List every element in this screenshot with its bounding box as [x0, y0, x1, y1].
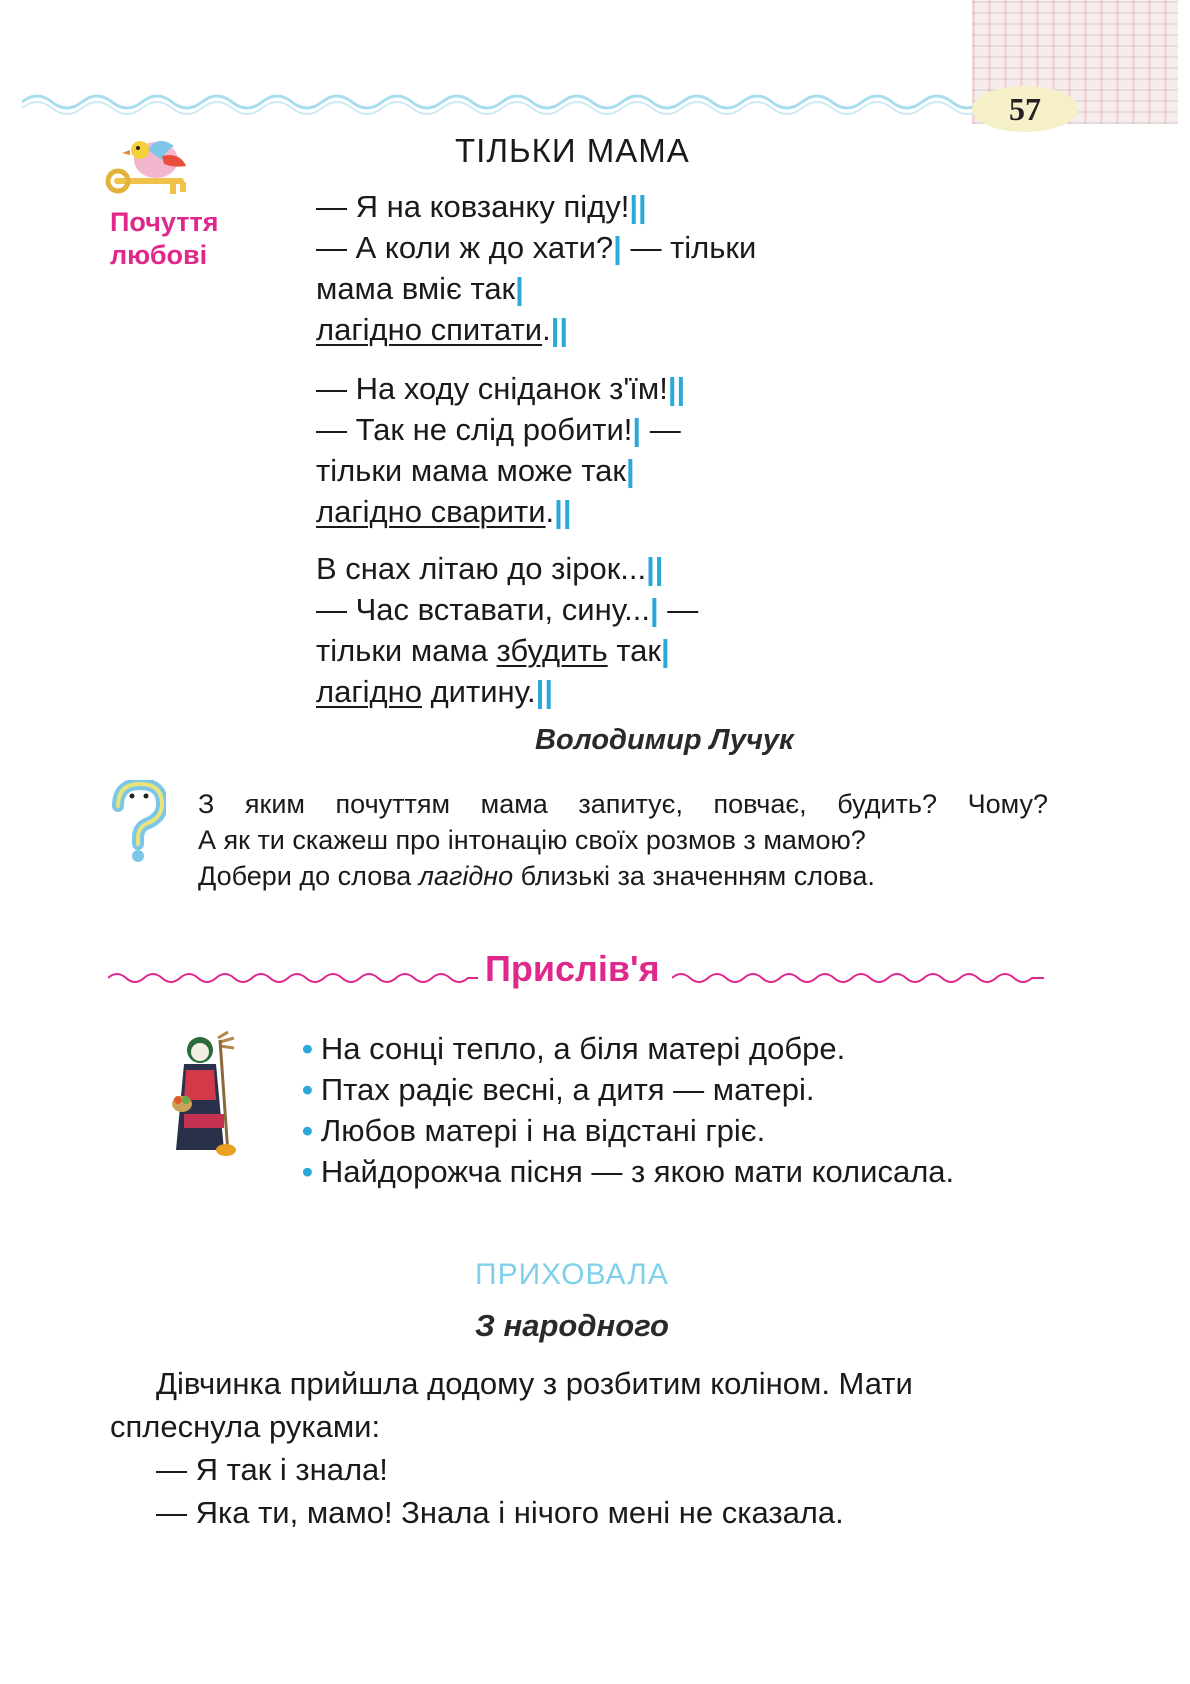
- poem-text-underlined: збудить: [496, 633, 608, 668]
- poem-text: —: [641, 412, 681, 447]
- poem-line: [316, 671, 698, 712]
- poem-text: В снах літаю до зірок...: [316, 551, 647, 586]
- pause-single-mark: |: [649, 592, 659, 627]
- proverbs-title: Прислів'я: [485, 948, 660, 989]
- bullet-icon: •: [302, 1031, 313, 1066]
- story-paragraph: — Я так і знала!: [156, 1452, 388, 1487]
- proverb-text: На сонці тепло, а біля матері добре.: [320, 1031, 846, 1066]
- poem-text-underlined: лагідно сварити: [316, 494, 546, 529]
- list-item: [302, 1069, 954, 1110]
- pause-single-mark: |: [661, 633, 670, 668]
- question-text-italic: лагідно: [418, 861, 514, 891]
- question-mark-icon: [108, 780, 166, 864]
- wave-divider-pink-left: [108, 966, 478, 990]
- question-word: почуттям: [335, 789, 451, 819]
- question-line-1: [198, 786, 1048, 822]
- pause-double-mark: ||: [629, 189, 647, 224]
- rubric-line: любові: [110, 240, 208, 270]
- poem-text: .: [542, 312, 551, 347]
- question-word: будить?: [837, 789, 938, 819]
- story-paragraph: Дівчинка прийшла додому з розбитим коліном. Мати сплеснула руками:: [110, 1366, 913, 1444]
- list-item: [302, 1028, 954, 1069]
- pause-double-mark: ||: [554, 494, 572, 529]
- poem-line: [316, 409, 685, 450]
- proverb-text: Найдорожча пісня — з якою мати колисала.: [320, 1154, 955, 1189]
- rubric-line: Почуття: [110, 207, 219, 237]
- poem-stanza-3: [316, 548, 698, 712]
- bullet-icon: •: [302, 1072, 313, 1107]
- question-word: запитує,: [578, 789, 683, 819]
- bullet-icon: •: [302, 1154, 313, 1189]
- poem-text: тільки мама може так: [316, 453, 626, 488]
- pause-double-mark: ||: [667, 371, 686, 406]
- pause-double-mark: ||: [646, 551, 664, 586]
- poem-stanza-2: [316, 368, 685, 532]
- question-line-2: А як ти скажеш про інтонацію своїх розмов з мамою?: [198, 825, 866, 855]
- pause-double-mark: ||: [535, 674, 554, 709]
- question-text: близькі за значенням слова.: [513, 861, 875, 891]
- proverbs-list: [302, 1028, 954, 1192]
- proverb-text: Птах радіє весні, а дитя — матері.: [320, 1072, 815, 1107]
- poem-stanza-1: [316, 186, 756, 350]
- poem-line: [316, 227, 756, 268]
- poem-line: [316, 186, 756, 227]
- question-line-3: [198, 858, 1048, 894]
- bird-key-icon: [104, 132, 200, 204]
- poem-text: тільки мама: [316, 633, 497, 668]
- poem-line: [316, 450, 685, 491]
- question-text: Добери до слова: [198, 861, 419, 891]
- story-paragraph: — Яка ти, мамо! Знала і нічого мені не сказала.: [156, 1495, 844, 1530]
- rubric-label: [110, 206, 218, 272]
- pause-single-mark: |: [515, 271, 524, 306]
- poem-text: .: [545, 494, 555, 529]
- poem-text: — тільки: [621, 230, 757, 265]
- pause-single-mark: |: [626, 453, 635, 488]
- question-word: повчає,: [713, 789, 807, 819]
- story-subtitle: З народного: [475, 1308, 669, 1343]
- poem-text-underlined: лагідно: [316, 674, 422, 709]
- poem-text: так: [607, 633, 661, 668]
- poem-line: [316, 309, 756, 350]
- proverb-text: Любов матері і на відстані гріє.: [320, 1113, 766, 1148]
- poem-text: — Час вставати, сину...: [316, 592, 650, 627]
- poem-text: — А коли ж до хати?: [316, 230, 614, 265]
- poem-line: [316, 589, 698, 630]
- question-word: Чому?: [967, 789, 1048, 819]
- question-word: З: [198, 789, 215, 819]
- poem-line: [316, 491, 685, 532]
- poem-text: —: [658, 592, 699, 627]
- list-item: [302, 1110, 954, 1151]
- poem-text: мама вміє так: [316, 271, 516, 306]
- wave-divider-top: [22, 82, 982, 116]
- story-title: ПРИХОВАЛА: [475, 1258, 669, 1291]
- question-word: мама: [480, 789, 548, 819]
- poem-author: Володимир Лучук: [535, 724, 794, 756]
- poem-text: — Я на ковзанку піду!: [316, 189, 630, 224]
- pause-single-mark: |: [632, 412, 642, 447]
- poem-text: — На ходу сніданок з'їм!: [316, 371, 668, 406]
- questions-block: [198, 786, 1048, 894]
- wave-divider-pink-right: [672, 966, 1044, 990]
- poem-text: — Так не слід робити!: [316, 412, 633, 447]
- poem-title: ТІЛЬКИ МАМА: [455, 132, 690, 169]
- poem-line: [316, 548, 698, 589]
- poem-text: дитину.: [421, 674, 536, 709]
- question-word: яким: [244, 789, 305, 819]
- pause-double-mark: ||: [550, 312, 569, 347]
- pause-single-mark: |: [613, 230, 622, 265]
- poem-text-underlined: лагідно спитати: [316, 312, 543, 347]
- page-number: 57: [972, 86, 1078, 132]
- story-text: [110, 1362, 1050, 1534]
- poem-line: [316, 268, 756, 309]
- list-item: [302, 1151, 954, 1192]
- bullet-icon: •: [302, 1113, 313, 1148]
- poem-line: [316, 630, 698, 671]
- poem-line: [316, 368, 685, 409]
- motanka-doll-image: [168, 1030, 242, 1158]
